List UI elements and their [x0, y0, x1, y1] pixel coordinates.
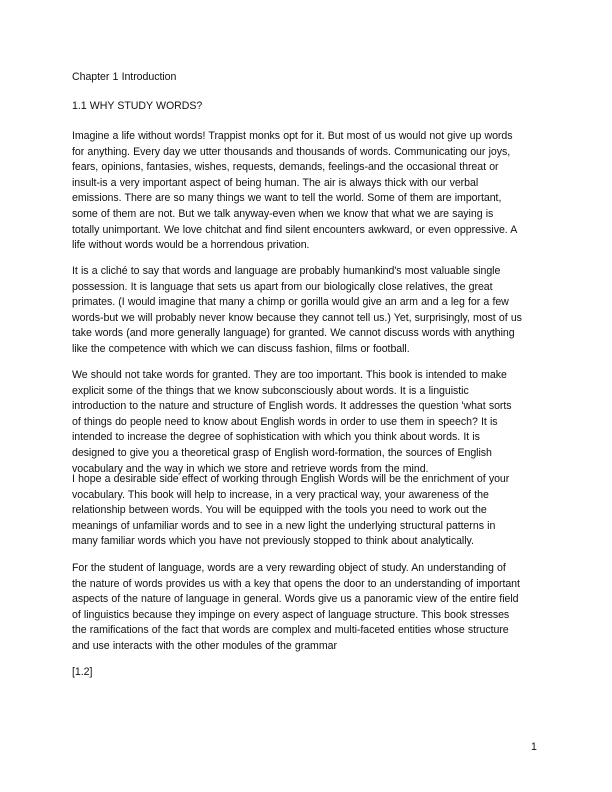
paragraph-line: intended to increase the degree of sophistication with which you think about words. It is	[72, 431, 480, 444]
paragraph-line: Imagine a life without words! Trappist monks opt for it. But most of us would not give up words	[72, 130, 513, 142]
paragraph-line: It is a cliché to say that words and language are probably humankind's most valuable single	[72, 265, 501, 277]
paragraph-line: the nature of words provides us with a key that opens the door to an understanding of important	[72, 577, 520, 590]
paragraph-line: of things do people need to know about English words in order to use them in speech? It is	[72, 415, 498, 428]
paragraph-line: For the student of language, words are a very rewarding object of study. An understanding of	[72, 562, 506, 574]
paragraph-line: and use interacts with the other modules of the grammar	[72, 639, 337, 652]
paragraph-line: some of them are not. But we talk anyway-even when we know that what we are saying is	[72, 207, 494, 220]
paragraph-line: for anything. Every day we utter thousands and thousands of words. Communicating our joys,	[72, 145, 511, 158]
paragraph-4	[72, 472, 548, 550]
paragraph-line: meanings of unfamiliar words and to see in a new light the underlying structural patterns in	[72, 519, 496, 532]
paragraph-5	[72, 561, 548, 655]
paragraph-2	[72, 264, 548, 358]
paragraph-line: vocabulary. This book will help to increase, in a very practical way, your awareness of the	[72, 488, 489, 501]
chapter-title: Chapter 1 Introduction	[72, 71, 177, 83]
paragraph-line: words-but we will probably never know because they cannot tell us.) Yet, surprisingly, most of us	[72, 311, 522, 324]
paragraph-line: possession. It is language that sets us apart from our biologically close relatives, the great	[72, 280, 493, 293]
paragraph-line: relationship between words. You will be equipped with the tools you need to work out the	[72, 504, 487, 517]
paragraph-line: many familiar words which you have not previously stopped to think about analytically.	[72, 535, 474, 548]
paragraph-line: emissions. There are so many things we want to tell the world. Some of them are important,	[72, 192, 502, 205]
paragraph-line: insult-is a very important aspect of being human. The air is always thick with our verbal	[72, 176, 479, 189]
paragraph-line: the ramifications of the fact that words are complex and multi-faceted entities whose structure	[72, 624, 509, 637]
paragraph-line: of linguistics because they impinge on every aspect of language structure. This book stresses	[72, 608, 510, 621]
section-title: 1.1 WHY STUDY WORDS?	[72, 100, 203, 112]
paragraph-line: like the competence with which we can discuss fashion, films or football.	[72, 342, 410, 355]
paragraph-line: introduction to the nature and structure of English words. It addresses the question 'what sorts	[72, 400, 512, 413]
paragraph-line: aspects of the nature of language in general. Words give us a panoramic view of the entire field	[72, 593, 519, 606]
paragraph-line: primates. (I would imagine that many a chimp or gorilla would give an arm and a leg for a few	[72, 296, 509, 309]
paragraph-1	[72, 129, 548, 254]
paragraph-line: I hope a desirable side effect of working through English Words will be the enrichment of your	[72, 473, 510, 485]
paragraph-line: fears, opinions, fantasies, wishes, requests, demands, feelings-and the occasional threat or	[72, 161, 499, 174]
paragraph-line: designed to give you a theoretical grasp of English word-formation, the sources of English	[72, 446, 492, 459]
paragraph-line: vocabulary and the way in which we store and retrieve words from the mind.	[72, 462, 429, 475]
page-number: 1	[531, 741, 537, 753]
paragraph-3	[72, 368, 548, 477]
paragraph-line: life without words would be a horrendous privation.	[72, 239, 310, 252]
paragraph-line: totally unimportant. We love chitchat and find silent encounters awkward, or even oppressive. A	[72, 223, 518, 236]
paragraph-line: We should not take words for granted. They are too important. This book is intended to make	[72, 369, 507, 381]
section-reference: [1.2]	[72, 666, 93, 678]
paragraph-line: take words (and more generally language) for granted. We cannot discuss words with anything	[72, 327, 515, 340]
paragraph-line: explicit some of the things that we know subconsciously about words. It is a linguistic	[72, 384, 469, 397]
